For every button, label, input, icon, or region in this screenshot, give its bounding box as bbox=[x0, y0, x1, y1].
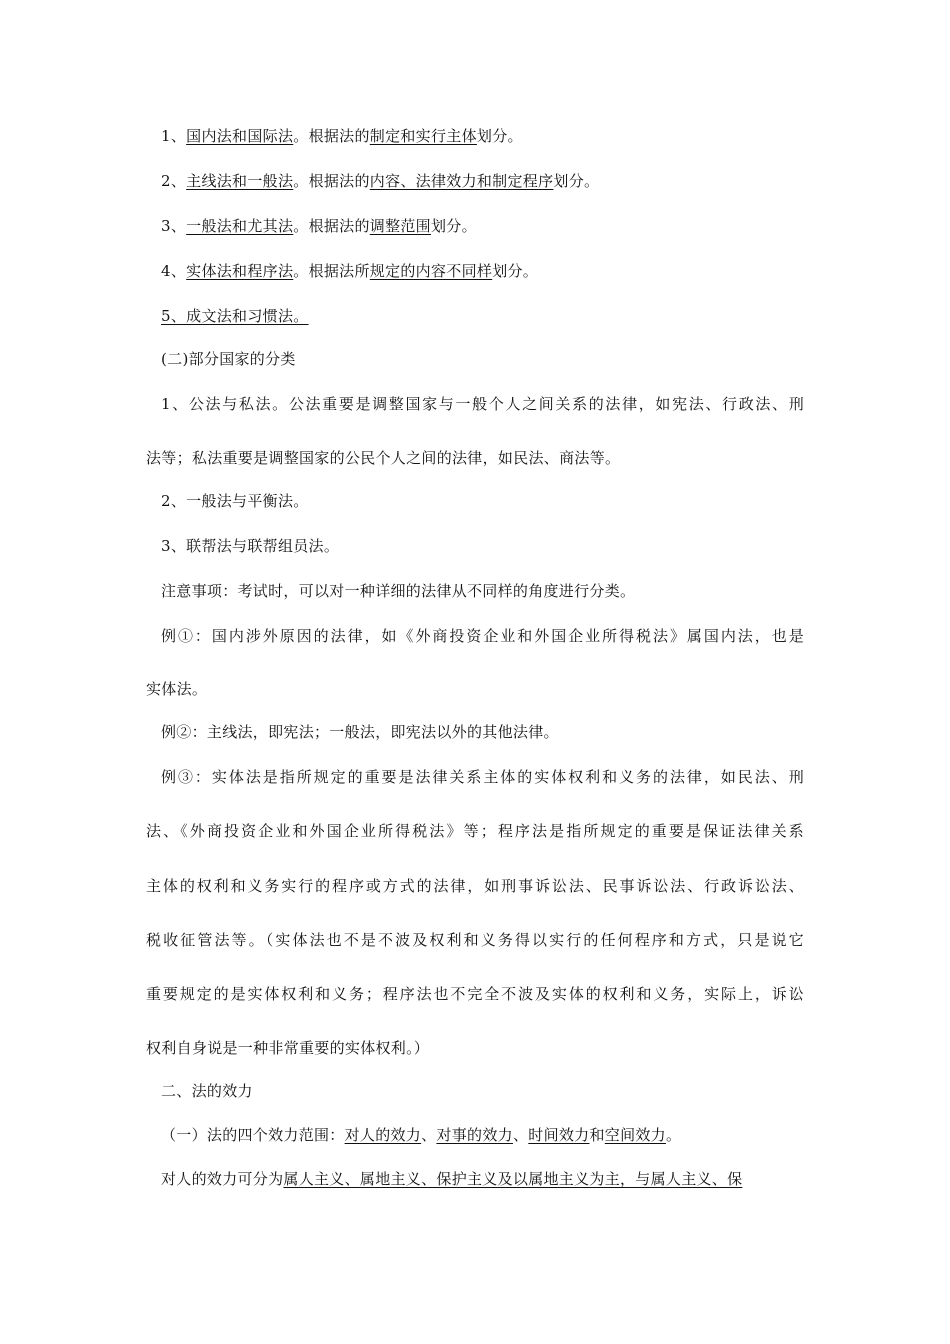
paragraph: 法等；私法重要是调整国家的公民个人之间的法律，如民法、商法等。 bbox=[146, 449, 621, 467]
text: 和 bbox=[589, 1126, 605, 1144]
section-heading: (二)部分国家的分类 bbox=[161, 350, 296, 368]
term: 实体法和程序法 bbox=[186, 262, 294, 280]
list-number: 3、 bbox=[161, 217, 187, 235]
paragraph: 1、公法与私法。公法重要是调整国家与一般个人之间关系的法律，如宪法、行政法、刑 bbox=[161, 395, 804, 413]
paragraph: 3、联帮法与联帮组员法。 bbox=[161, 537, 340, 555]
example: 法、《外商投资企业和外国企业所得税法》等；程序法是指所规定的重要是保证法律关系 bbox=[146, 822, 804, 840]
example: 例①：国内涉外原因的法律，如《外商投资企业和外国企业所得税法》属国内法，也是 bbox=[161, 627, 804, 645]
example: 例②：主线法，即宪法；一般法，即宪法以外的其他法律。 bbox=[161, 723, 559, 741]
term: 属人主义、属地主义、保护主义及以属地主义为主，与属人主义、保 bbox=[283, 1170, 743, 1188]
list-number: 1、 bbox=[161, 127, 187, 145]
paragraph bbox=[161, 1125, 681, 1145]
paragraph bbox=[161, 216, 477, 236]
text: 的 bbox=[354, 217, 370, 235]
paragraph bbox=[161, 306, 309, 326]
example: 例③：实体法是指所规定的重要是法律关系主体的实体权利和义务的法律，如民法、刑 bbox=[161, 768, 804, 786]
term: 一般法和尤其法 bbox=[186, 217, 294, 235]
text: 划分。 bbox=[430, 217, 477, 235]
term: 规定的内容不同样 bbox=[369, 262, 493, 280]
paragraph: 2、一般法与平衡法。 bbox=[161, 492, 309, 510]
example: 实体法。 bbox=[146, 680, 208, 698]
text: 。根据法所 bbox=[293, 262, 370, 280]
paragraph bbox=[161, 1169, 742, 1189]
paragraph bbox=[161, 171, 599, 191]
example: 重要规定的是实体权利和义务；程序法也不完全不波及实体的权利和义务，实际上，诉讼 bbox=[146, 985, 804, 1003]
text: 。根据法 bbox=[293, 127, 355, 145]
text: 对人的效力可分为 bbox=[161, 1170, 284, 1188]
list-number: 2、 bbox=[161, 172, 187, 190]
term: 5、成文法和习惯法。 bbox=[161, 307, 309, 325]
text: 、 bbox=[421, 1126, 437, 1144]
paragraph bbox=[161, 261, 538, 281]
paragraph bbox=[161, 126, 523, 146]
list-number: 4、 bbox=[161, 262, 187, 280]
text: 、 bbox=[512, 1126, 529, 1144]
text: 。根据法 bbox=[293, 217, 355, 235]
term: 调整范围 bbox=[369, 217, 431, 235]
example: 权利自身说是一种非常重要的实体权利。） bbox=[146, 1039, 430, 1057]
term: 时间效力 bbox=[528, 1126, 590, 1144]
note: 注意事项：考试时，可以对一种详细的法律从不同样的角度进行分类。 bbox=[161, 582, 636, 600]
section-heading: 二、法的效力 bbox=[161, 1082, 253, 1100]
term: 对人的效力 bbox=[344, 1126, 422, 1144]
text: 划分。 bbox=[476, 127, 523, 145]
text: 划分。 bbox=[492, 262, 539, 280]
text: 的 bbox=[354, 127, 370, 145]
text: 的 bbox=[354, 172, 370, 190]
term: 制定和实行主体 bbox=[369, 127, 477, 145]
term: 对事的效力 bbox=[436, 1126, 513, 1144]
term: 主线法和一般法 bbox=[186, 172, 294, 190]
text: 划分。 bbox=[553, 172, 600, 190]
example: 主体的权利和义务实行的程序或方式的法律，如刑事诉讼法、民事诉讼法、行政诉讼法、 bbox=[146, 877, 804, 895]
text: （一）法的四个效力范围： bbox=[161, 1126, 345, 1144]
term: 空间效力 bbox=[604, 1126, 666, 1144]
text: 。 bbox=[665, 1126, 682, 1144]
term: 内容、法律效力和制定程序 bbox=[369, 172, 554, 190]
example: 税收征管法等。（实体法也不是不波及权利和义务得以实行的任何程序和方式，只是说它 bbox=[146, 931, 804, 949]
text: 。根据法 bbox=[293, 172, 355, 190]
term: 国内法和国际法 bbox=[186, 127, 294, 145]
